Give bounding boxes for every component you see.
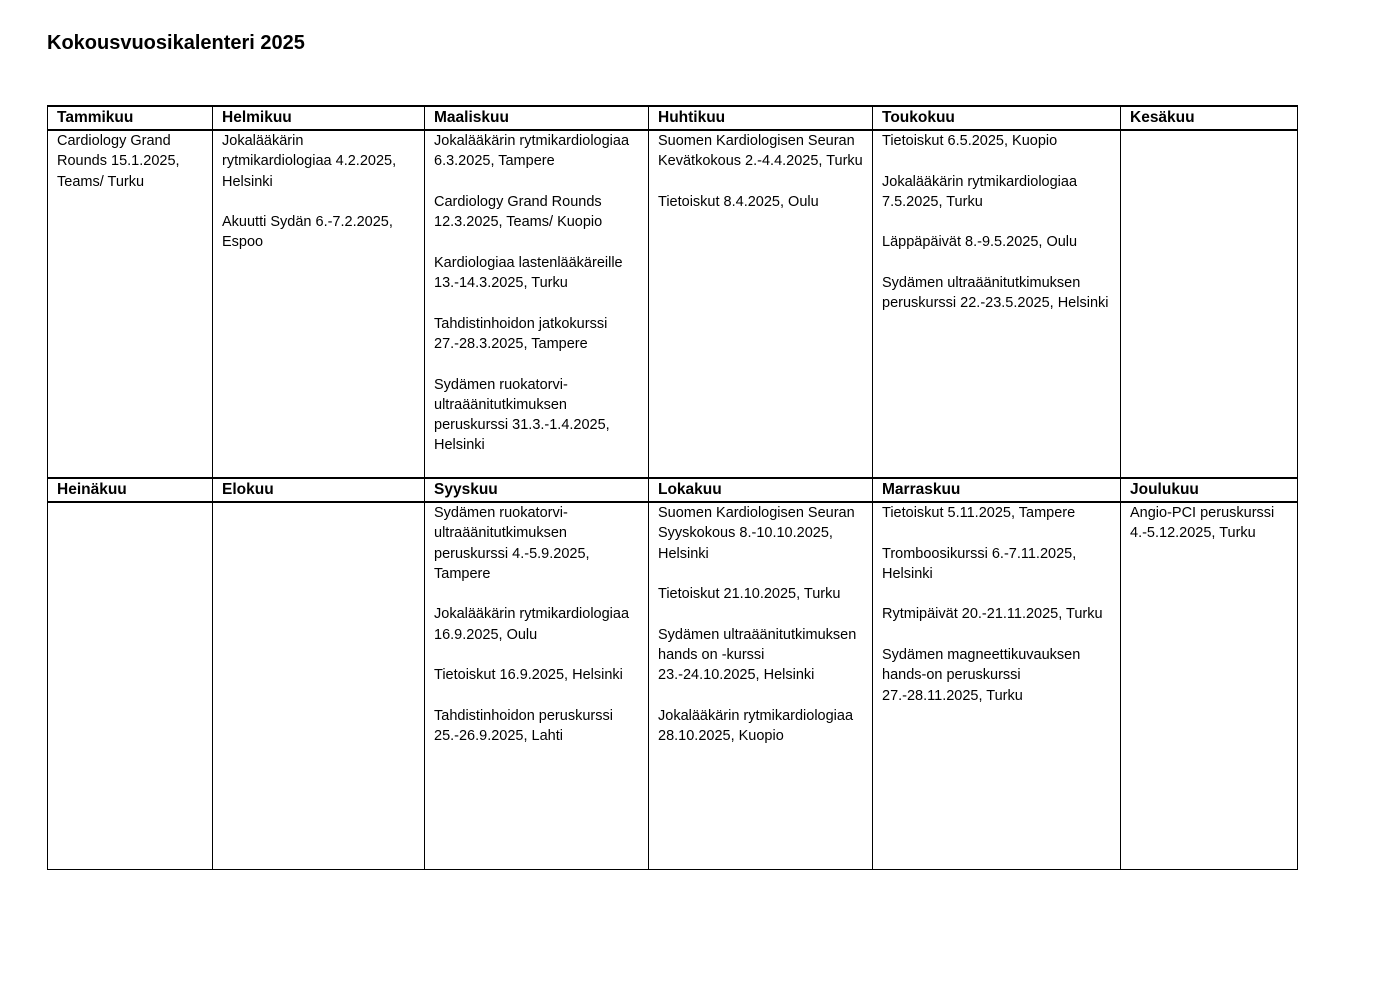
event-item: Sydämen ruokatorvi-ultraäänitutkimuksen peruskurssi 4.-5.9.2025, Tampere xyxy=(434,505,590,582)
event-item: Jokalääkärin rytmikardiologiaa 28.10.2025, Kuopio xyxy=(658,707,854,745)
month-header: Tammikuu xyxy=(48,106,213,130)
event-item: Tahdistinhoidon peruskurssi 25.-26.9.2025, Lahti xyxy=(434,707,613,745)
events-cell-empty xyxy=(1121,130,1298,478)
events-cell xyxy=(649,130,873,478)
event-item: Läppäpäivät 8.-9.5.2025, Oulu xyxy=(882,234,1078,251)
event-item: Suomen Kardiologisen Seuran Kevätkokous 2.-4.4.2025, Turku xyxy=(658,133,863,170)
events-cell-empty xyxy=(213,502,425,870)
month-header-row xyxy=(48,106,1298,130)
events-row xyxy=(48,130,1298,478)
events-cell xyxy=(425,502,649,870)
month-header: Syyskuu xyxy=(425,478,649,502)
event-item: Sydämen ultraäänitutkimuksen hands on -kurssi 23.-24.10.2025, Helsinki xyxy=(658,626,857,684)
event-item: Tahdistinhoidon jatkokurssi 27.-28.3.2025, Tampere xyxy=(434,315,608,352)
events-cell xyxy=(649,502,873,870)
month-header: Huhtikuu xyxy=(649,106,873,130)
event-item: Jokalääkärin rytmikardiologiaa 7.5.2025, Turku xyxy=(882,173,1078,210)
month-header: Heinäkuu xyxy=(48,478,213,502)
event-item: Tietoiskut 21.10.2025, Turku xyxy=(658,586,841,603)
month-header: Helmikuu xyxy=(213,106,425,130)
events-cell xyxy=(48,130,213,478)
event-item: Rytmipäivät 20.-21.11.2025, Turku xyxy=(882,606,1103,623)
month-header: Joulukuu xyxy=(1121,478,1298,502)
event-item: Angio-PCI peruskurssi 4.-5.12.2025, Turku xyxy=(1130,505,1275,542)
month-header: Maaliskuu xyxy=(425,106,649,130)
event-item: Sydämen magneettikuvauksen hands-on peruskurssi 27.-28.11.2025, Turku xyxy=(882,647,1081,704)
event-item: Kardiologiaa lastenlääkäreille 13.-14.3.2025, Turku xyxy=(434,254,623,292)
month-header-row xyxy=(48,478,1298,502)
event-item: Tietoiskut 8.4.2025, Oulu xyxy=(658,193,819,210)
event-item: Tietoiskut 6.5.2025, Kuopio xyxy=(882,133,1058,149)
event-item: Tietoiskut 16.9.2025, Helsinki xyxy=(434,667,623,684)
events-cell-empty xyxy=(48,502,213,870)
event-item: Tietoiskut 5.11.2025, Tampere xyxy=(882,505,1076,521)
event-item: Cardiology Grand Rounds 12.3.2025, Teams/ Kuopio xyxy=(434,193,603,231)
month-header: Elokuu xyxy=(213,478,425,502)
events-cell xyxy=(873,130,1121,478)
event-item: Jokalääkärin rytmikardiologiaa 4.2.2025, Helsinki xyxy=(222,133,397,190)
events-cell xyxy=(213,130,425,478)
event-item: Jokalääkärin rytmikardiologiaa 16.9.2025, Oulu xyxy=(434,606,630,643)
event-item: Suomen Kardiologisen Seuran Syyskokous 8.-10.10.2025, Helsinki xyxy=(658,505,855,562)
event-item: Cardiology Grand Rounds 15.1.2025, Teams/ Turku xyxy=(57,133,180,190)
event-item: Sydämen ruokatorvi-ultraäänitutkimuksen peruskurssi 31.3.-1.4.2025, Helsinki xyxy=(434,376,610,454)
month-header: Kesäkuu xyxy=(1121,106,1298,130)
page-title: Kokousvuosikalenteri 2025 xyxy=(47,32,305,54)
events-cell xyxy=(1121,502,1298,870)
event-item: Sydämen ultraäänitutkimuksen peruskurssi 22.-23.5.2025, Helsinki xyxy=(882,275,1109,312)
event-item: Tromboosikurssi 6.-7.11.2025, Helsinki xyxy=(882,545,1077,582)
event-item: Akuutti Sydän 6.-7.2.2025, Espoo xyxy=(222,214,393,251)
calendar-table xyxy=(47,105,1298,870)
month-header: Marraskuu xyxy=(873,478,1121,502)
month-header: Lokakuu xyxy=(649,478,873,502)
events-cell xyxy=(873,502,1121,870)
events-cell xyxy=(425,130,649,478)
event-item: Jokalääkärin rytmikardiologiaa 6.3.2025, Tampere xyxy=(434,133,630,170)
events-row xyxy=(48,502,1298,870)
month-header: Toukokuu xyxy=(873,106,1121,130)
